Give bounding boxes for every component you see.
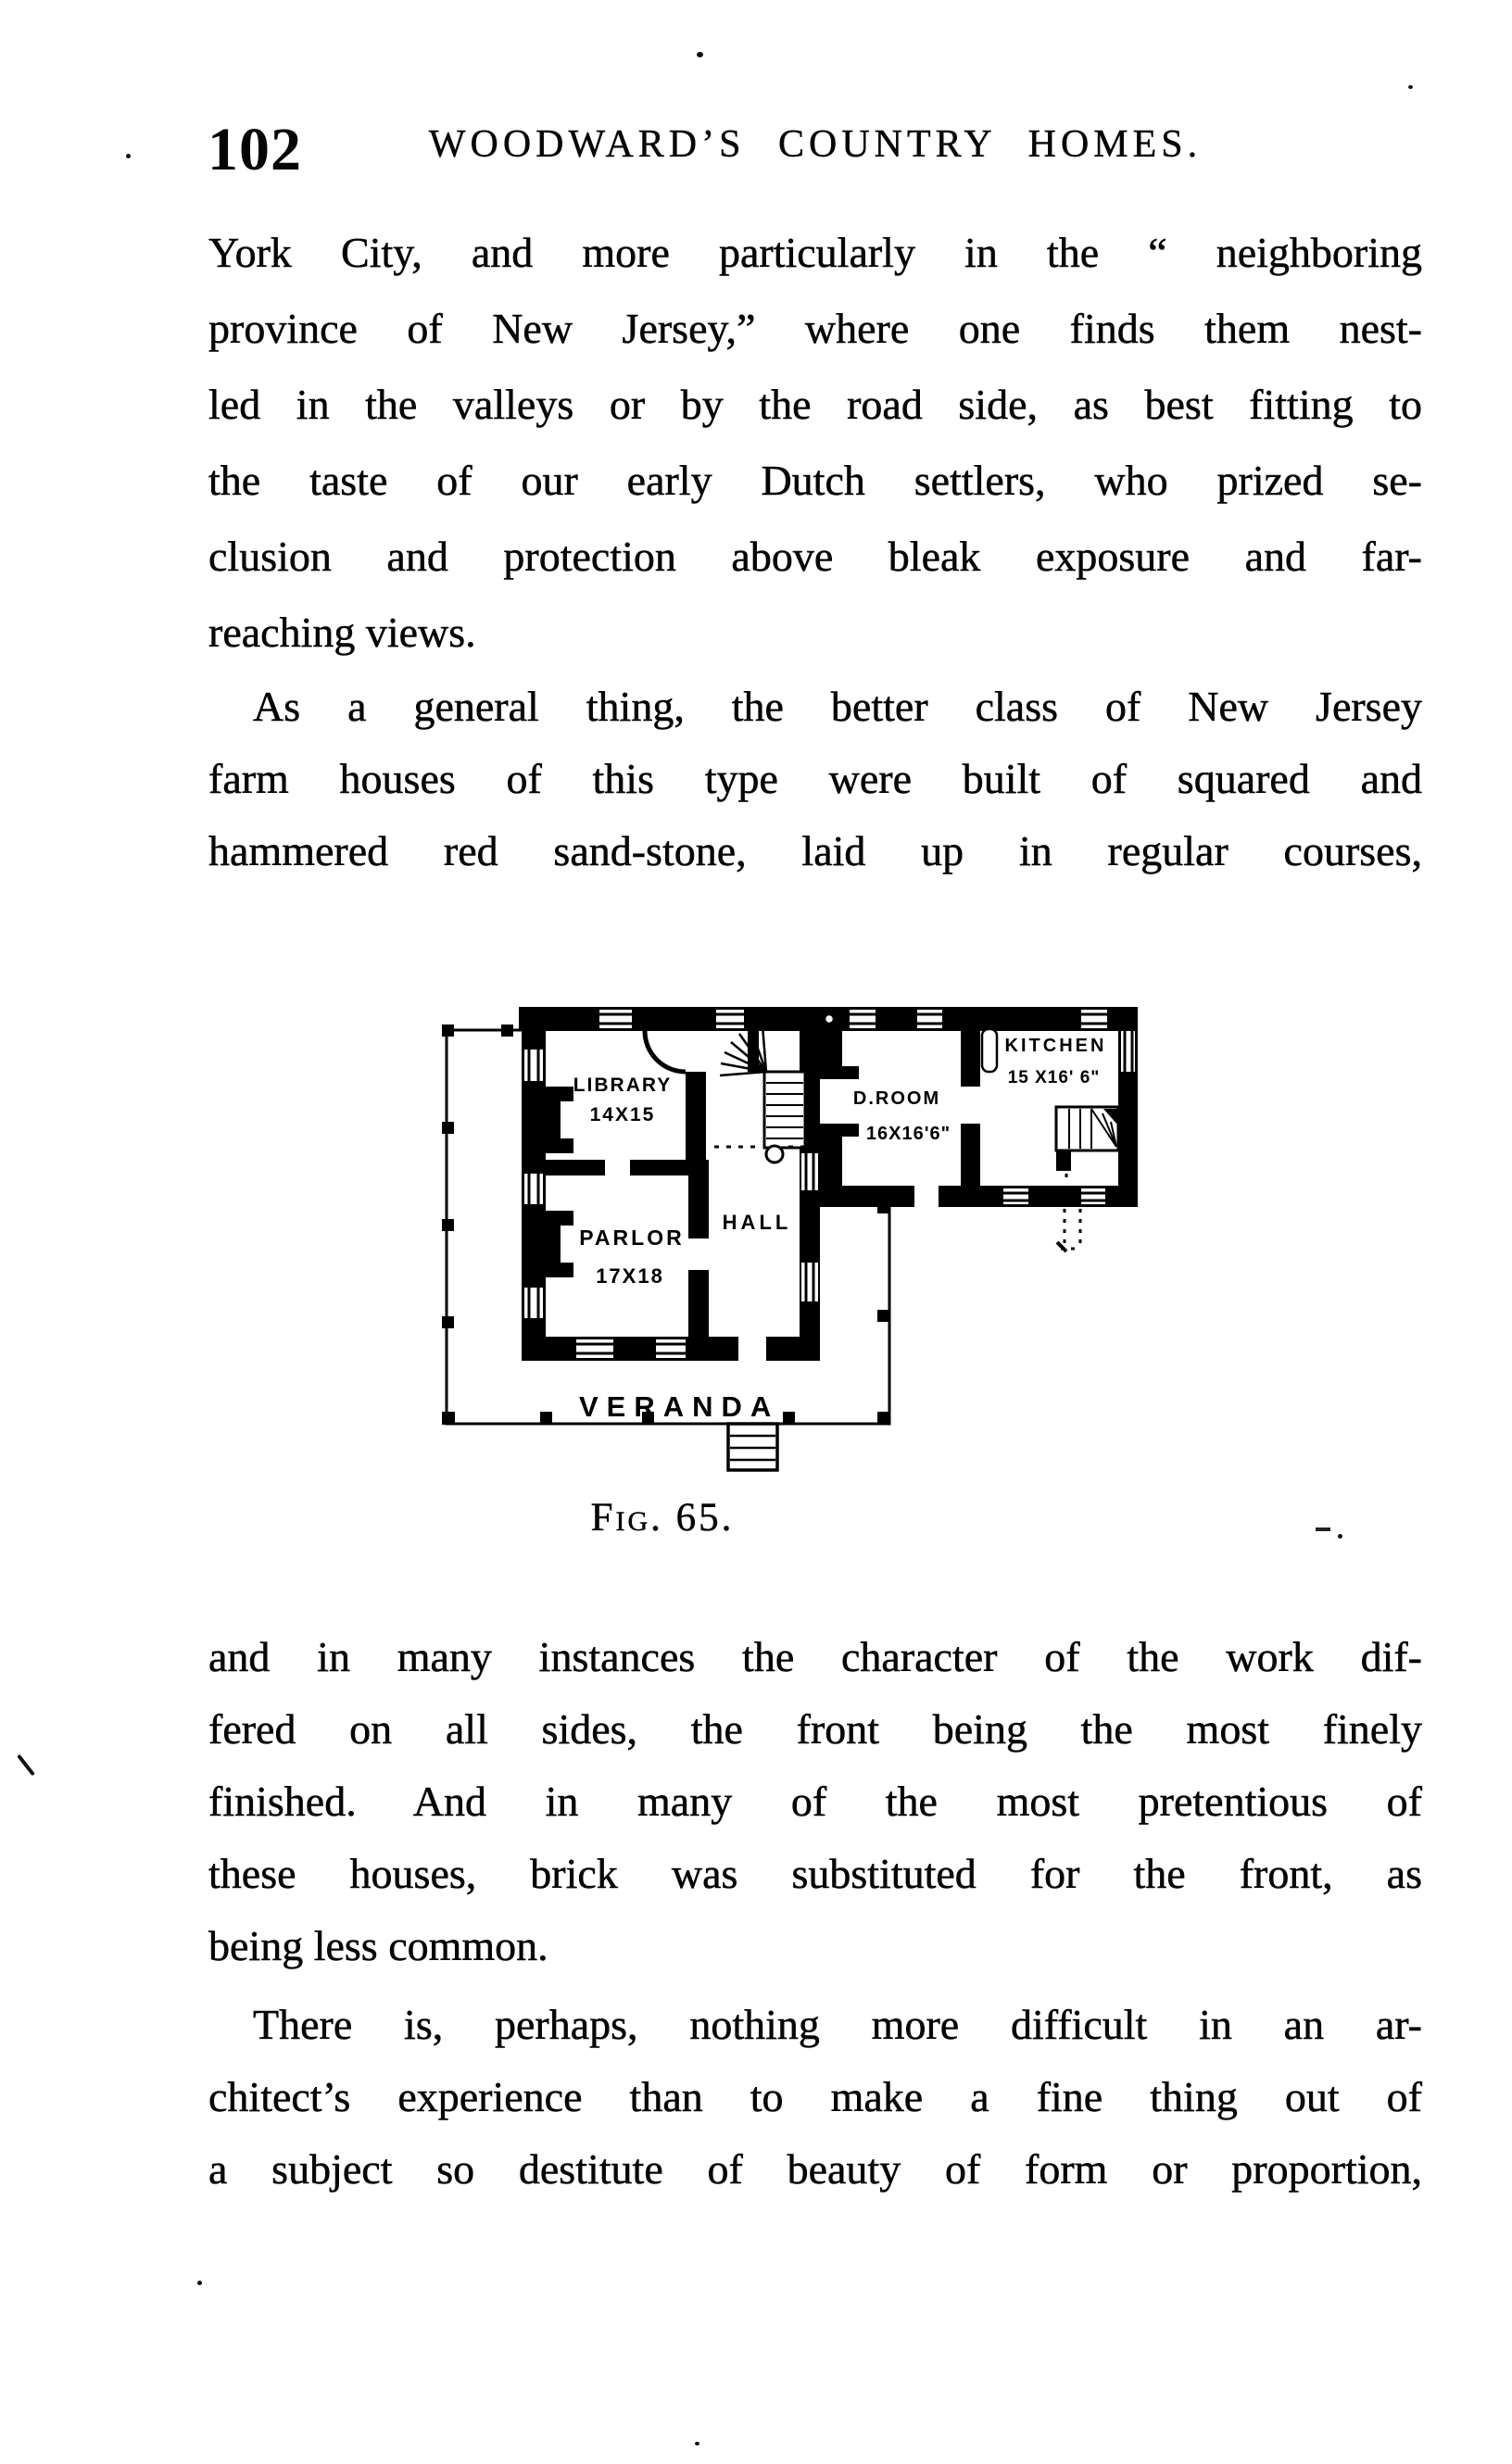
text-line: York City, and more particularly in the “ neighboring	[208, 229, 1422, 276]
paragraph-1	[208, 215, 1422, 671]
text-line: There is, perhaps, nothing more difficult in an ar-	[253, 2001, 1422, 2048]
label-library-size: 14X15	[589, 1104, 656, 1125]
walls	[519, 1007, 1138, 1361]
text-line: and in many instances the character of the work dif-	[208, 1633, 1422, 1680]
scan-mark-dash	[1316, 1527, 1330, 1531]
text-line: finished. And in many of the most pretentious of	[208, 1778, 1422, 1825]
text-line: farm houses of this type were built of squared and	[208, 755, 1422, 802]
running-header: WOODWARD’S COUNTRY HOMES.	[428, 123, 1203, 166]
label-kitchen: KITCHEN	[1004, 1036, 1107, 1056]
main-stair	[714, 1025, 814, 1163]
label-library: LIBRARY	[573, 1075, 673, 1096]
scan-speck	[197, 2281, 202, 2285]
text-line: fered on all sides, the front being the most finely	[208, 1705, 1422, 1753]
text-line: the taste of our early Dutch settlers, who prized se-	[208, 457, 1422, 504]
entry-steps	[728, 1424, 777, 1470]
label-parlor: PARLOR	[579, 1226, 685, 1250]
text-line: being less common.	[208, 1922, 548, 1969]
scan-speck	[1338, 1534, 1342, 1539]
paragraph-3	[208, 1621, 1422, 1982]
text-line: hammered red sand-stone, laid up in regular courses,	[208, 827, 1422, 874]
paragraph-4	[208, 1989, 1422, 2206]
scan-speck	[697, 52, 703, 57]
paragraph-2	[208, 671, 1422, 887]
kitchen-stair	[1056, 1107, 1118, 1150]
figure-caption: Fig. 65.	[590, 1496, 735, 1540]
scan-speck	[126, 154, 131, 158]
newel-post	[766, 1146, 783, 1163]
text-line: led in the valleys or by the road side, as best fitting to	[208, 381, 1422, 428]
text-line: a subject so destitute of beauty of form or proportion,	[208, 2145, 1422, 2193]
label-hall: HALL	[722, 1211, 792, 1234]
label-droom: D.ROOM	[852, 1088, 941, 1109]
text-line: chitect’s experience than to make a fine thing out of	[208, 2073, 1422, 2120]
label-parlor-size: 17X18	[596, 1264, 664, 1288]
rear-door-knob	[825, 1014, 834, 1024]
scan-speck	[1408, 85, 1413, 89]
scan-speck	[695, 2442, 699, 2445]
text-line: As a general thing, the better class of New Jersey	[253, 683, 1422, 730]
library-door-arc	[645, 1031, 686, 1072]
text-line: province of New Jersey,” where one finds them nest-	[208, 305, 1422, 352]
stair-fan	[720, 1025, 766, 1075]
label-kitchen-size: 15 X16' 6"	[1007, 1068, 1101, 1087]
label-droom-size: 16X16'6"	[865, 1124, 951, 1144]
text-line: clusion and protection above bleak exposure and far-	[208, 533, 1422, 580]
label-veranda: VERANDA	[579, 1390, 780, 1423]
floor-plan-figure	[422, 968, 1163, 1487]
page-number: 102	[208, 116, 302, 183]
text-line: these houses, brick was substituted for the front, as	[208, 1850, 1422, 1897]
scan-mark-slash	[17, 1754, 35, 1777]
text-line: reaching views.	[208, 609, 476, 656]
